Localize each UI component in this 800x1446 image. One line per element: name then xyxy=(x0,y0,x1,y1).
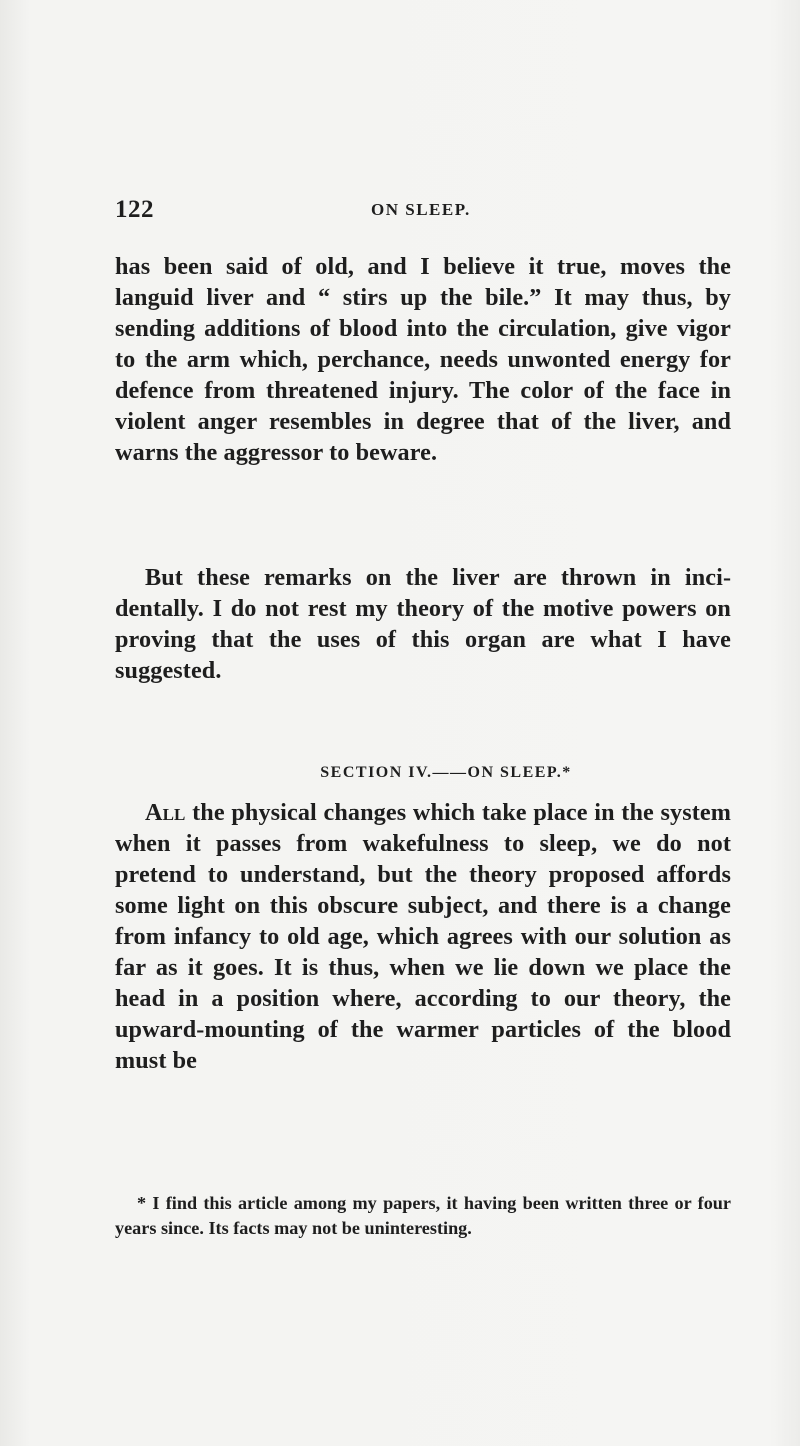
footnote xyxy=(115,1191,731,1241)
paragraph-on-sleep xyxy=(115,797,731,1076)
section-heading: SECTION IV.——ON SLEEP.* xyxy=(320,764,572,781)
page-number: 122 xyxy=(115,196,154,223)
paragraph-liver-remarks xyxy=(115,562,731,686)
page-header xyxy=(115,196,731,226)
paragraph-liver-remarks-text: But these remarks on the liver are thrown in incidentally. I do not rest my theory of the motive powers on proving that the uses of this organ are what I have suggested. xyxy=(115,564,731,684)
running-head: ON SLEEP. xyxy=(371,200,471,219)
paragraph-on-sleep-text: the physical changes which take place in the system when it passes from wakefulness to sleep, we do not pretend to understand, but the theory proposed affords some light on this obscure subject, and there is a change from infancy to old age, which agrees with our solution as far as it goes. It is thus, when we lie down we place the head in a position where, according to our theory, the upward-mounting of the warmer particles of the blood must be xyxy=(115,799,731,1074)
footnote-text: * I find this article among my papers, it having been written three or four years since. Its facts may not be uninteresting. xyxy=(115,1193,731,1238)
small-caps-lead-word: All xyxy=(145,799,186,826)
paragraph-continuation: has been said of old, and I believe it true, moves the languid liver and “ stirs up the bile.” It may thus, by sending additions of blood into the circulation, give vigor to the arm which, perchance, needs unwonted energy for defence from threatened injury. The color of the face in violent anger resembles in degree that of the liver, and warns the aggressor to beware. xyxy=(115,253,731,466)
